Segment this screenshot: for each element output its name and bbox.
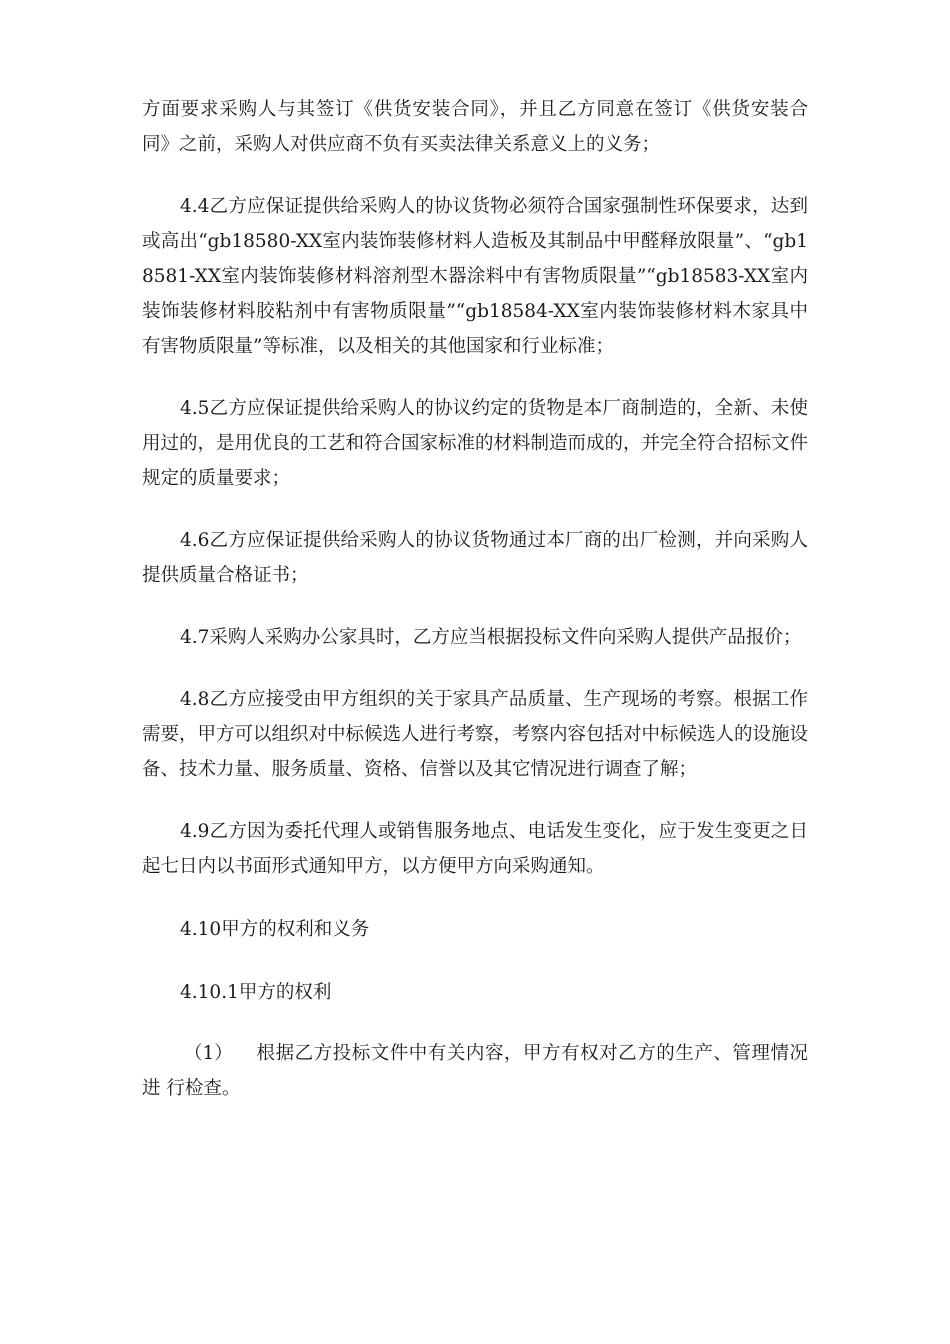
paragraph-4-5: 4.5乙方应保证提供给采购人的协议约定的货物是本厂商制造的，全新、未使用过的，是用优良的工艺和符合国家标准的材料制造而成的，并完全符合招标文件规定的质量要求； — [142, 398, 809, 489]
document-page — [142, 92, 808, 1125]
list-item-text: 根据乙方投标文件中有关内容，甲方有权对乙方的生产、管理情况进 行检查。 — [142, 1043, 808, 1099]
paragraph-continuation: 方面要求采购人与其签订《供货安装合同》，并且乙方同意在签订《供货安装合同》之前，采购人对供应商不负有买卖法律关系意义上的义务； — [142, 99, 808, 155]
list-item — [142, 1036, 808, 1106]
paragraph-4-6: 4.6乙方应保证提供给采购人的协议货物通过本厂商的出厂检测，并向采购人提供质量合格证书； — [142, 530, 808, 586]
paragraph-4-7: 4.7采购人采购办公家具时，乙方应当根据投标文件向采购人提供产品报价； — [180, 627, 802, 648]
list-item-number: （1） — [184, 1043, 233, 1064]
paragraph-4-4: 4.4乙方应保证提供给采购人的协议货物必须符合国家强制性环保要求，达到或高出“gb18580-XX室内装饰装修材料人造板及其制品中甲醛释放限量”、“gb18581-XX室内装饰装修材料溶剂型木器涂料中有害物质限量”“gb18583-XX室内装饰装修材料胶粘剂中有害物质限量”“gb18584-XX室内装饰装修材料木家具中有害物质限量”等标准，以及相关的其他国家和行业标准； — [142, 196, 808, 357]
section-heading-4-10-1: 4.10.1甲方的权利 — [180, 982, 332, 1003]
paragraph-4-9: 4.9乙方因为委托代理人或销售服务地点、电话发生变化，应于发生变更之日起七日内以书面形式通知甲方，以方便甲方向采购通知。 — [142, 821, 808, 877]
section-heading-4-10: 4.10甲方的权利和义务 — [180, 919, 370, 940]
paragraph-4-8: 4.8乙方应接受由甲方组织的关于家具产品质量、生产现场的考察。根据工作需要，甲方可以组织对中标候选人进行考察，考察内容包括对中标候选人的设施设备、技术力量、服务质量、资格、信誉以及其它情况进行调查了解； — [142, 689, 809, 780]
